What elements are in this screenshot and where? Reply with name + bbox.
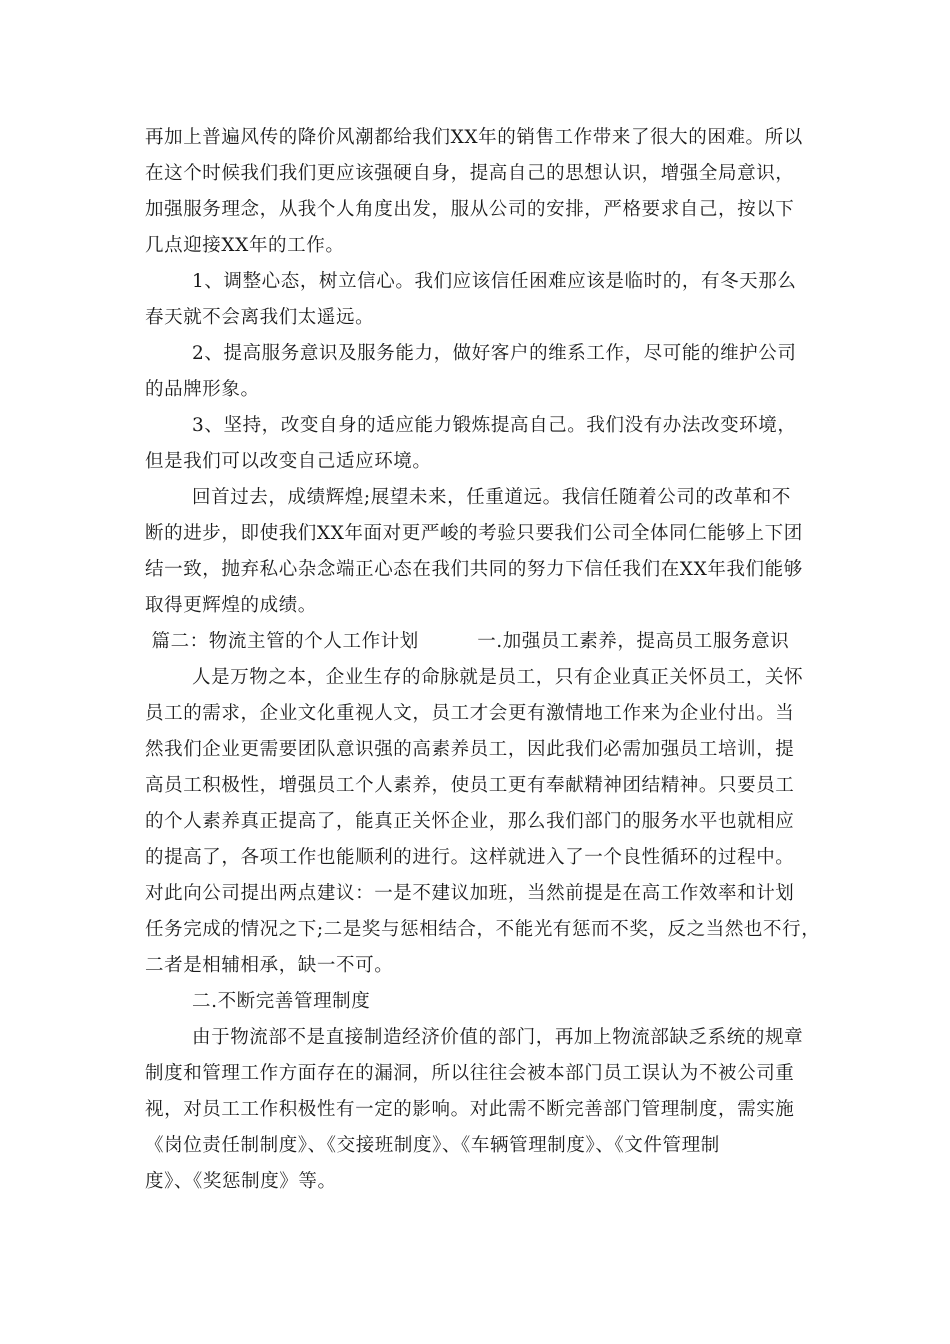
text-line: 任务完成的情况之下;二是奖与惩相结合，不能光有惩而不奖，反之当然也不行， [145, 919, 821, 940]
paragraph-start: 人是万物之本，企业生存的命脉就是员工，只有企业真正关怀员工，关怀 [192, 667, 804, 688]
text-line: 员工的需求，企业文化重视人文，员工才会更有激情地工作来为企业付出。当 [145, 703, 795, 724]
paragraph-start: 由于物流部不是直接制造经济价值的部门，再加上物流部缺乏系统的规章 [192, 1027, 804, 1048]
text-line: 的提高了，各项工作也能顺利的进行。这样就进入了一个良性循环的过程中。 [145, 847, 795, 868]
text-line: 《岗位责任制制度》、《交接班制度》、《车辆管理制度》、《文件管理制 [145, 1135, 720, 1156]
text-line: 度》、《奖惩制度》等。 [145, 1171, 337, 1192]
list-item-3: 3、坚持，改变自身的适应能力锻炼提高自己。我们没有办法改变环境， [192, 415, 797, 436]
text-line: 几点迎接XX年的工作。 [145, 235, 345, 256]
text-line: 视，对员工工作积极性有一定的影响。对此需不断完善部门管理制度，需实施 [145, 1099, 795, 1120]
text-line: 二者是相辅相承，缺一不可。 [145, 955, 394, 976]
text-line: 断的进步，即使我们XX年面对更严峻的考验只要我们公司全体同仁能够上下团 [145, 523, 803, 544]
text-line: 对此向公司提出两点建议：一是不建议加班，当然前提是在高工作效率和计划 [145, 883, 795, 904]
text-line: 高员工积极性，增强员工个人素养，使员工更有奉献精神团结精神。只要员工 [145, 775, 795, 796]
text-line: 的品牌形象。 [145, 379, 260, 400]
text-line: 然我们企业更需要团队意识强的高素养员工，因此我们必需加强员工培训，提 [145, 739, 795, 760]
text-line: 加强服务理念，从我个人角度出发，服从公司的安排，严格要求自己，按以下 [145, 199, 795, 220]
text-line: 再加上普遍风传的降价风潮都给我们XX年的销售工作带来了很大的困难。所以 [145, 127, 803, 148]
text-line: 春天就不会离我们太遥远。 [145, 307, 375, 328]
section-heading: 二.不断完善管理制度 [192, 991, 371, 1012]
paragraph-start: 回首过去，成绩辉煌;展望未来，任重道远。我信任随着公司的改革和不 [192, 487, 791, 508]
text-line: 但是我们可以改变自己适应环境。 [145, 451, 432, 472]
text-line: 结一致，抛弃私心杂念端正心态在我们共同的努力下信任我们在XX年我们能够 [145, 559, 803, 580]
text-line: 取得更辉煌的成绩。 [145, 595, 317, 616]
text-line: 的个人素养真正提高了，能真正关怀企业，那么我们部门的服务水平也就相应 [145, 811, 795, 832]
text-line: 制度和管理工作方面存在的漏洞，所以往往会被本部门员工误认为不被公司重 [145, 1063, 795, 1084]
text-line: 在这个时候我们我们更应该强硬自身，提高自己的思想认识，增强全局意识， [145, 163, 795, 184]
section-heading: 篇二：物流主管的个人工作计划 一.加强员工素养，提高员工服务意识 [145, 631, 790, 652]
list-item-1: 1、调整心态，树立信心。我们应该信任困难应该是临时的，有冬天那么 [192, 271, 797, 292]
list-item-2: 2、提高服务意识及服务能力，做好客户的维系工作，尽可能的维护公司 [192, 343, 797, 364]
